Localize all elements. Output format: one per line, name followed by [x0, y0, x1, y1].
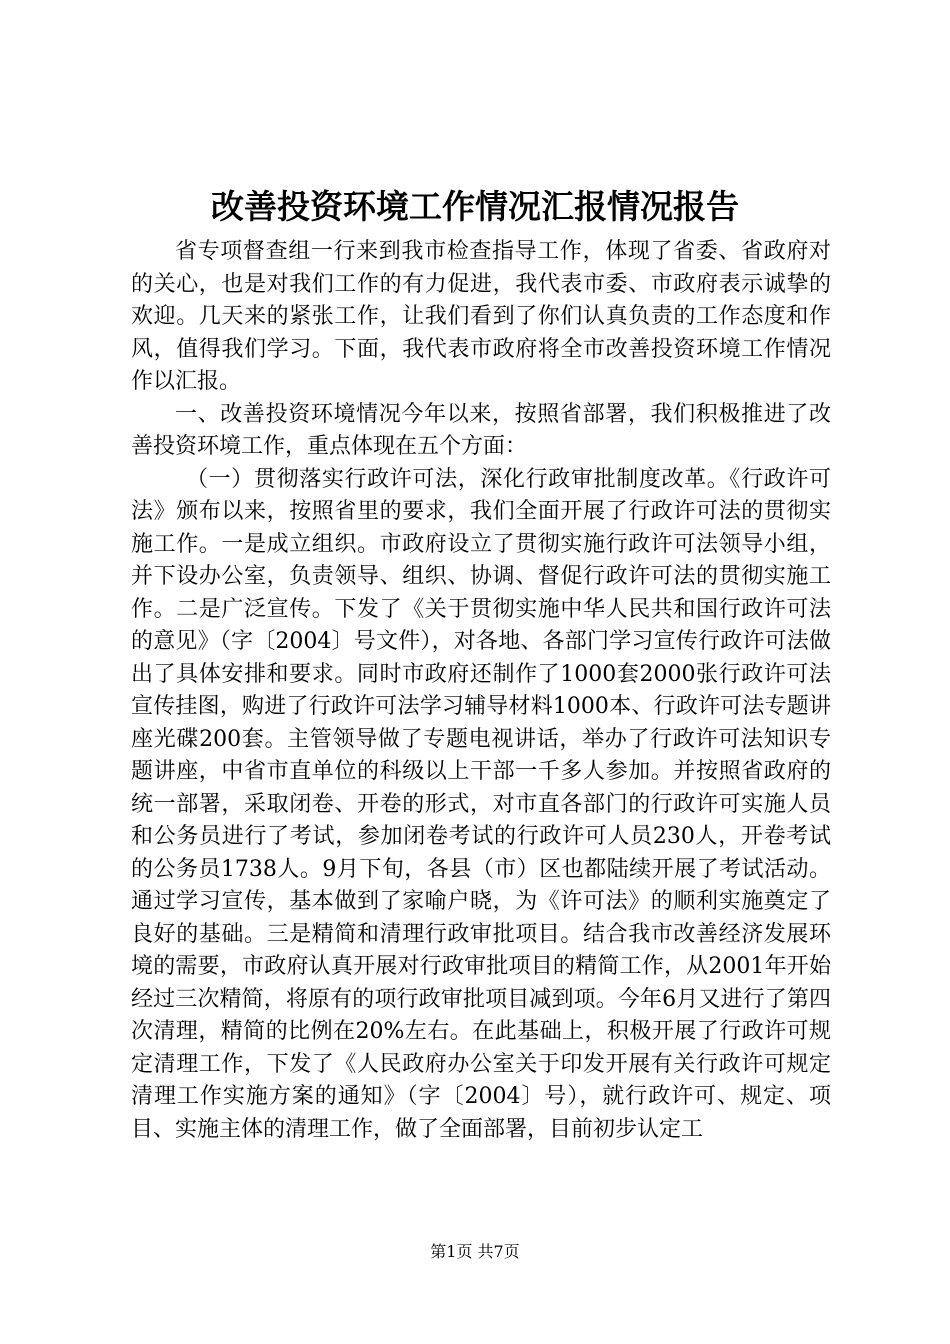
paragraph-section-one: 一、改善投资环境情况今年以来，按照省部署，我们积极推进了改善投资环境工作，重点体现在五个方面： [131, 401, 831, 459]
paragraph-subsection-one: （一）贯彻落实行政许可法，深化行政审批制度改革。《行政许可法》颁布以来，按照省里的要求，我们全面开展了行政许可法的贯彻实施工作。一是成立组织。市政府设立了贯彻实施行政许可法领导小组，并下设办公室，负责领导、组织、协调、督促行政许可法的贯彻实施工作。二是广泛宣传。下发了《关于贯彻实施中华人民共和国行政许可法的意见》（字〔2004〕号文件），对各地、各部门学习宣传行政许可法做出了具体安排和要求。同时市政府还制作了1000套2000张行政许可法宣传挂图，购进了行政许可法学习辅导材料1000本、行政许可法专题讲座光碟200套。主管领导做了专题电视讲话，举办了行政许可法知识专题讲座，中省市直单位的科级以上干部一千多人参加。并按照省政府的统一部署，采取闭卷、开卷的形式，对市直各部门的行政许可实施人员和公务员进行了考试，参加闭卷考试的行政许可人员230人，开卷考试的公务员1738人。9月下旬，各县（市）区也都陆续开展了考试活动。通过学习宣传，基本做到了家喻户晓，为《许可法》的顺利实施奠定了良好的基础。三是精简和清理行政审批项目。结合我市改善经济发展环境的需要，市政府认真开展对行政审批项目的精简工作，从2001年开始经过三次精简，将原有的项行政审批项目减到项。今年6月又进行了第四次清理，精简的比例在20%左右。在此基础上，积极开展了行政许可规定清理工作，下发了《人民政府办公室关于印发开展有关行政许可规定清理工作实施方案的通知》（字〔2004〕号），就行政许可、规定、项目、实施主体的清理工作，做了全面部署，目前初步认定工 [131, 466, 831, 1142]
paragraph-intro: 省专项督查组一行来到我市检查指导工作，体现了省委、省政府对的关心，也是对我们工作的有力促进，我代表市委、市政府表示诚挚的欢迎。几天来的紧张工作，让我们看到了你们认真负责的工作态度和作风，值得我们学习。下面，我代表市政府将全市改善投资环境工作情况作以汇报。 [131, 239, 831, 394]
document-title: 改善投资环境工作情况汇报情况报告 [211, 187, 739, 226]
page-footer: 第1页 共7页 [430, 1242, 520, 1261]
document-body [131, 236, 831, 1146]
